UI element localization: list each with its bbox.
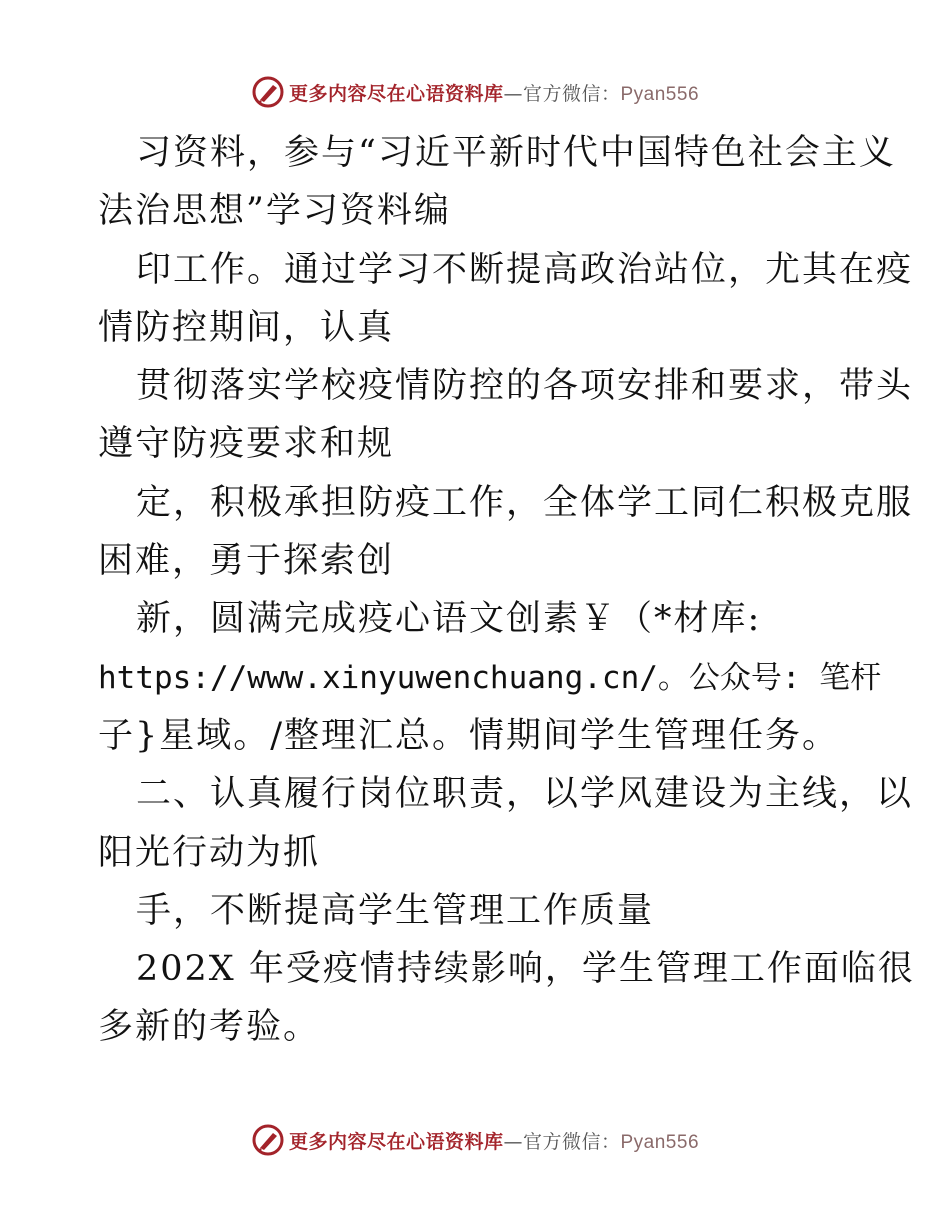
footer-watermark <box>0 1120 950 1160</box>
watermark-brand: 更多内容尽在心语资料库 <box>288 1130 504 1153</box>
pen-circle-logo-icon <box>251 1123 285 1157</box>
body-line: 困难，勇于探索创 <box>98 541 395 582</box>
body-line: 定，积极承担防疫工作，全体学工同仁积极克服 <box>136 482 914 523</box>
body-line: 法治思想”学习资料编 <box>98 191 451 232</box>
body-line: 印工作。通过学习不断提高政治站位，尤其在疫 <box>136 249 914 290</box>
body-line: 子}星域。/整理汇总。情期间学生管理任务。 <box>98 715 840 756</box>
pen-circle-logo-icon <box>251 75 285 109</box>
body-line: 贯彻落实学校疫情防控的各项安排和要求，带头 <box>136 366 914 407</box>
watermark-wechat-label: 官方微信： <box>522 82 621 105</box>
body-line: 情防控期间，认真 <box>98 307 395 348</box>
body-line: 多新的考验。 <box>98 1007 321 1048</box>
body-line: 习资料，参与“习近平新时代中国特色社会主义 <box>136 133 896 173</box>
watermark-wechat-id: Pyan556 <box>620 83 700 105</box>
watermark-wechat-id: Pyan556 <box>620 1131 700 1153</box>
body-line-url: https://www.xinyuwenchuang.cn/。公众号: 笔杆 <box>98 659 882 696</box>
body-line: 手，不断提高学生管理工作质量 <box>136 890 655 931</box>
watermark-dash: — <box>503 1130 523 1153</box>
document-body <box>98 124 915 1057</box>
header-watermark <box>0 72 950 112</box>
body-line: 二、认真履行岗位职责，以学风建设为主线，以 <box>136 774 914 815</box>
body-line: 新，圆满完成疫心语文创素￥（*材库: <box>136 599 762 640</box>
watermark-brand: 更多内容尽在心语资料库 <box>288 82 504 105</box>
body-line: 阳光行动为抓 <box>98 832 321 873</box>
watermark-dash: — <box>503 82 523 105</box>
body-line: 202X 年受疫情持续影响，学生管理工作面临很 <box>136 949 915 990</box>
body-line: 遵守防疫要求和规 <box>98 424 395 465</box>
watermark-wechat-label: 官方微信： <box>522 1130 621 1153</box>
